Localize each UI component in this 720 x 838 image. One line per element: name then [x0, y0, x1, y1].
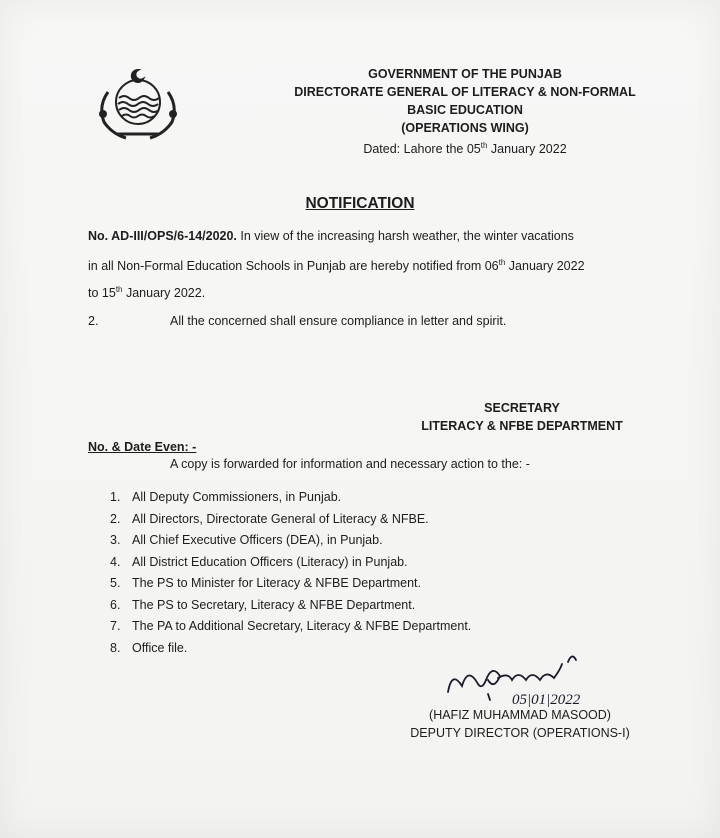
signatory-designation: DEPUTY DIRECTOR (OPERATIONS-I)	[410, 726, 630, 740]
letterhead-line-1: GOVERNMENT OF THE PUNJAB	[368, 67, 562, 81]
list-item-text: All Directors, Directorate General of Literacy & NFBE.	[132, 511, 429, 526]
list-item	[110, 511, 471, 533]
government-of-punjab-emblem-icon	[86, 62, 190, 146]
list-item-number: 8.	[110, 640, 121, 655]
list-item-text: All District Education Officers (Literacy) in Punjab.	[132, 554, 408, 569]
dated-prefix: Dated: Lahore the 05	[363, 142, 481, 157]
secretary-department: LITERACY & NFBE DEPARTMENT	[421, 419, 623, 433]
list-item	[110, 532, 471, 554]
endorsement-copy-text: A copy is forwarded for information and necessary action to the: -	[170, 457, 530, 471]
dated-suffix: January 2022	[487, 142, 567, 157]
handwritten-date: 05|01|2022	[512, 692, 581, 708]
reference-number: No. AD-III/OPS/6-14/2020.	[88, 229, 237, 243]
paragraph-1-line-1	[88, 229, 648, 243]
list-item-number: 4.	[110, 554, 121, 569]
list-item-text: Office file.	[132, 640, 188, 655]
paragraph-1-text-2b: January 2022	[505, 259, 585, 274]
list-item-text: The PA to Additional Secretary, Literacy & NFBE Department.	[132, 619, 472, 633]
list-item	[110, 489, 471, 511]
paragraph-1-text-2a: in all Non-Formal Education Schools in Punjab are hereby notified from 06	[88, 259, 499, 274]
secretary-title: SECRETARY	[484, 401, 560, 415]
dated-line	[290, 137, 640, 158]
dated-sup: th	[480, 141, 488, 150]
list-item-number: 1.	[110, 490, 121, 504]
page-title: NOTIFICATION	[305, 195, 415, 212]
paragraph-1-line-3	[88, 285, 648, 300]
list-item-number: 7.	[110, 619, 121, 633]
endorsement-heading: No. & Date Even: -	[88, 440, 197, 454]
list-item-text: The PS to Minister for Literacy & NFBE Department.	[132, 576, 421, 590]
letterhead	[290, 65, 640, 158]
list-item-text: The PS to Secretary, Literacy & NFBE Department.	[132, 597, 416, 612]
list-item-text: All Chief Executive Officers (DEA), in Punjab.	[132, 533, 383, 547]
signatory-block	[410, 706, 630, 742]
paragraph-2-text: All the concerned shall ensure compliance in letter and spirit.	[170, 314, 507, 328]
list-item	[110, 554, 471, 576]
paragraph-1-text-3b: January 2022.	[122, 286, 206, 301]
paragraph-1-text-1: In view of the increasing harsh weather, the winter vacations	[236, 229, 574, 243]
letterhead-line-4: (OPERATIONS WING)	[401, 121, 529, 135]
list-item	[110, 597, 471, 619]
handwritten-signature	[440, 650, 630, 712]
signatory-name: (HAFIZ MUHAMMAD MASOOD)	[429, 708, 611, 722]
distribution-list	[110, 489, 471, 661]
list-item-text: All Deputy Commissioners, in Punjab.	[132, 490, 342, 504]
list-item-number: 2.	[110, 511, 121, 526]
secretary-block	[420, 399, 624, 435]
list-item-number: 3.	[110, 533, 121, 547]
list-item-number: 6.	[110, 597, 121, 612]
letterhead-line-3: BASIC EDUCATION	[407, 103, 523, 117]
paragraph-1-line-2	[88, 258, 648, 273]
paragraph-1-sup-3: th	[115, 285, 123, 294]
paragraph-2-number: 2.	[88, 314, 99, 328]
paragraph-1-text-3a: to 15	[88, 286, 116, 301]
list-item	[110, 640, 471, 662]
list-item	[110, 618, 471, 640]
list-item-number: 5.	[110, 576, 121, 590]
paragraph-1-sup-2: th	[498, 258, 506, 267]
list-item	[110, 575, 471, 597]
letterhead-line-2: DIRECTORATE GENERAL OF LITERACY & NON-FORMAL	[294, 85, 636, 99]
